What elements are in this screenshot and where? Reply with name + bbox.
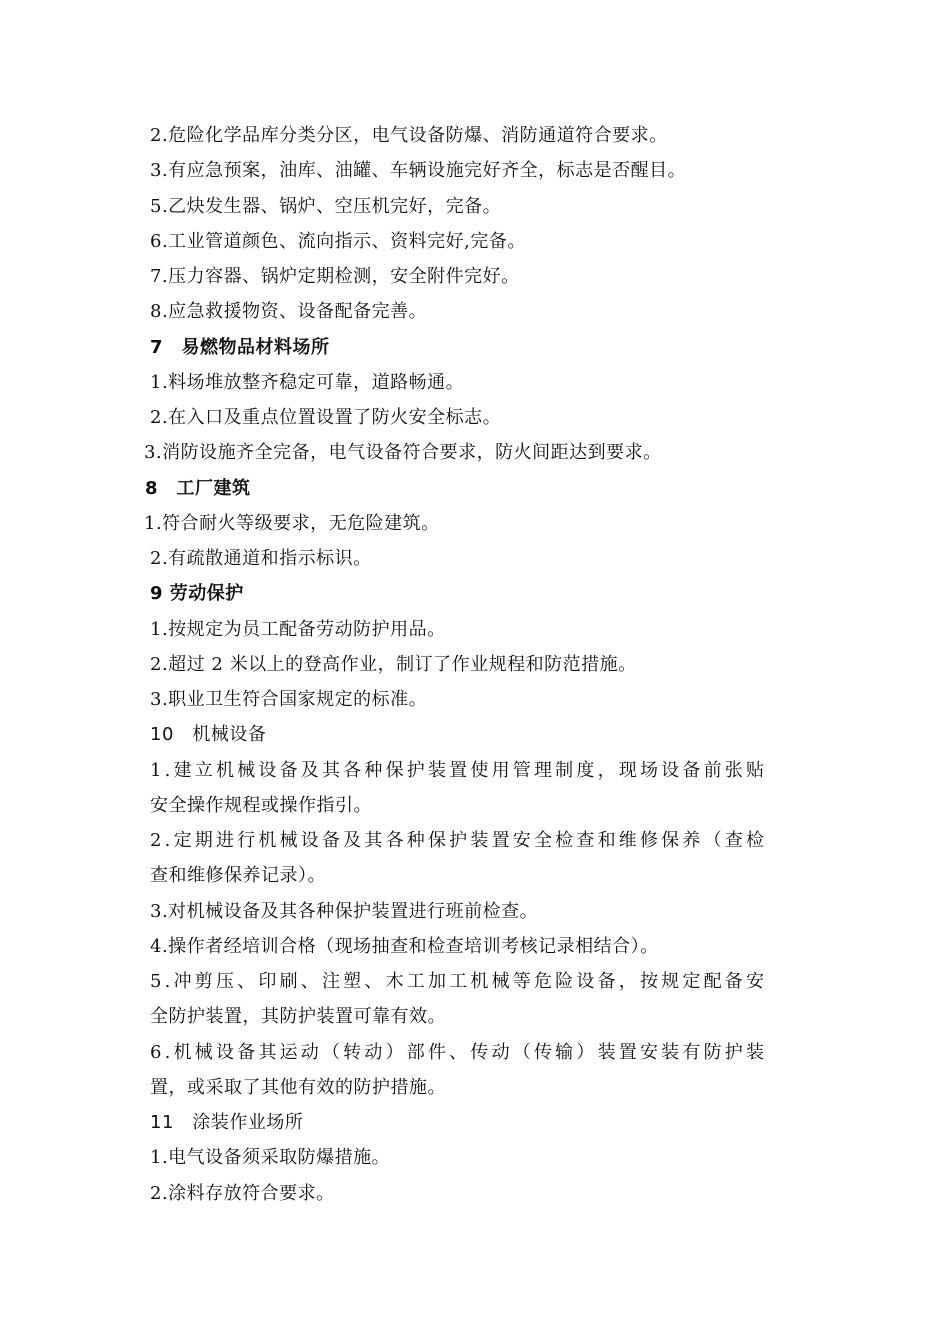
item-moving-parts-2: 置，或采取了其他有效的防护措施。	[150, 1077, 446, 1098]
section-heading-flammable-materials: 7 易燃物品材料场所	[150, 337, 330, 358]
item-fire-signs: 2.在入口及重点位置设置了防火安全标志。	[150, 407, 502, 428]
item-ppe: 1.按规定为员工配备劳动防护用品。	[150, 619, 446, 640]
item-explosion-proof: 1.电气设备须采取防爆措施。	[150, 1147, 391, 1168]
item-pressure-vessels: 7.压力容器、锅炉定期检测，安全附件完好。	[150, 266, 520, 287]
item-evacuation: 2.有疏散通道和指示标识。	[150, 548, 372, 569]
item-fire-facilities: 3.消防设施齐全完备，电气设备符合要求，防火间距达到要求。	[144, 442, 662, 463]
item-hazardous-chemicals-storage: 2.危险化学品库分类分区，电气设备防爆、消防通道符合要求。	[150, 125, 668, 146]
item-paint-storage: 2.涂料存放符合要求。	[150, 1183, 335, 1204]
item-operator-training: 4.操作者经培训合格（现场抽查和检查培训考核记录相结合）。	[150, 936, 659, 957]
section-heading-factory-buildings: 8 工厂建筑	[145, 478, 251, 499]
item-fire-rating: 1.符合耐火等级要求，无危险建筑。	[144, 513, 440, 534]
item-emergency-supplies: 8.应急救援物资、设备配备完善。	[150, 301, 428, 322]
item-industrial-pipes: 6.工业管道颜色、流向指示、资料完好,完备。	[150, 231, 526, 252]
item-hazardous-equipment-1: 5.冲剪压、印刷、注塑、木工加工机械等危险设备，按规定配备安	[150, 971, 768, 992]
item-machinery-management-1: 1.建立机械设备及其各种保护装置使用管理制度，现场设备前张贴	[150, 760, 768, 781]
item-work-at-height: 2.超过 2 米以上的登高作业，制订了作业规程和防范措施。	[150, 654, 637, 675]
item-stacking: 1.料场堆放整齐稳定可靠，道路畅通。	[150, 372, 465, 393]
item-acetylene-boiler: 5.乙炔发生器、锅炉、空压机完好，完备。	[150, 196, 502, 217]
section-heading-painting-area: 11 涂装作业场所	[150, 1112, 304, 1133]
item-machinery-management-2: 安全操作规程或操作指引。	[150, 795, 372, 816]
item-machinery-inspection-1: 2.定期进行机械设备及其各种保护装置安全检查和维修保养（查检	[150, 830, 768, 851]
item-occupational-health: 3.职业卫生符合国家规定的标准。	[150, 689, 428, 710]
item-machinery-inspection-2: 查和维修保养记录）。	[150, 865, 326, 886]
section-heading-labor-protection: 9 劳动保护	[150, 583, 244, 604]
item-emergency-plan: 3.有应急预案，油库、油罐、车辆设施完好齐全，标志是否醒目。	[150, 160, 687, 181]
item-pre-shift-check: 3.对机械设备及其各种保护装置进行班前检查。	[150, 901, 539, 922]
section-heading-machinery: 10 机械设备	[150, 724, 267, 745]
item-moving-parts-1: 6.机械设备其运动（转动）部件、传动（传输）装置安装有防护装	[150, 1042, 768, 1063]
item-hazardous-equipment-2: 全防护装置，其防护装置可靠有效。	[150, 1006, 446, 1027]
